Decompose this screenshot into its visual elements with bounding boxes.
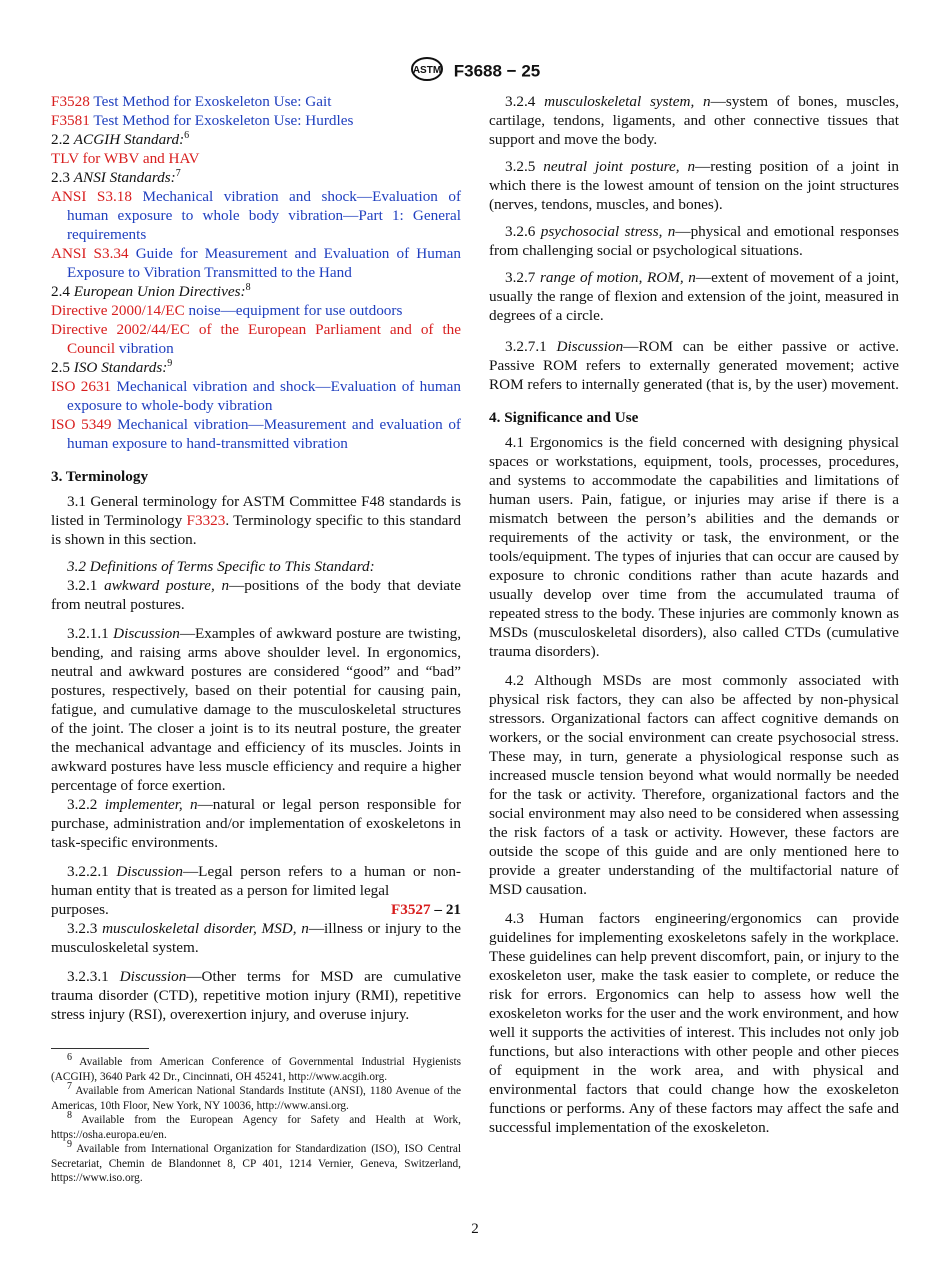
footnote: $^6$ Available from American Conference of Governmental Industrial Hygienists (ACGIH), 3640 Park 42 Dr., Cincinnati, OH 45241, http://www.acgih.org.	[51, 1052, 461, 1083]
section-2-4: 2.4 European Union Directives:$^8$	[51, 281, 251, 300]
section-heading-significance: 4. Significance and Use	[489, 409, 639, 426]
ref-code-link[interactable]: Directive 2000/14/EC	[51, 302, 185, 319]
ref-directive-2002-44	[51, 320, 461, 358]
para-3-2-1-1: 3.2.1.1 Discussion—Examples of awkward posture are twisting, bending, and raising arms above shoulder level. In ergonomics, neutral and awkward postures are considered “good” and “bad” postures, respectively, based on their potential for causing pain, fatigue, and cumulative damage to the musculoskeletal structures of the joint. The closer a joint is to its neutral posture, the greater the mechanical advantage and efficiency of its muscles. Joints in awkward postures have less muscle efficiency and require a higher percentage of force exertion.	[51, 625, 462, 794]
ref-title-link[interactable]: Test Method for Exoskeleton Use: Gait	[93, 93, 332, 110]
section-2-2: 2.2 ACGIH Standard:$^6$	[51, 129, 190, 148]
ref-title-link[interactable]: vibration	[118, 340, 174, 357]
ref-code-link[interactable]: ANSI S3.34	[51, 245, 129, 262]
ref-code-link[interactable]: Directive 2002/44/EC of the European Parliament and of the Council	[51, 321, 461, 357]
footnote: $^9$ Available from International Organization for Standardization (ISO), ISO Central Secretariat, Chemin de Blandonnet 8, CP 401, 1214 Vernier, Geneva, Switzerland, https://www.iso.org.	[51, 1139, 462, 1184]
para-3-2-5: 3.2.5 neutral joint posture, n—resting position of a joint in which there is the lowest amount of tension on the joint structures (nerves, tendons, muscles, and bones).	[489, 158, 900, 213]
page-number: 2	[471, 1221, 479, 1237]
left-column	[51, 92, 461, 1186]
para-3-2-7: 3.2.7 range of motion, ROM, n—extent of movement of a joint, usually the range of flexion and extension of the joint, measured in degrees of a circle.	[489, 269, 899, 324]
section-heading-terminology: 3. Terminology	[51, 468, 149, 485]
ref-iso-5349	[51, 415, 461, 453]
para-3-1: 3.1 General terminology for ASTM Committee F48 standards is listed in Terminology F3323. Terminology specific to this standard is shown in this section.	[51, 493, 461, 548]
para-3-2-2-1-end: purposes. F3527 – 21	[51, 901, 461, 918]
astm-logo-icon	[410, 56, 444, 87]
para-3-2-2: 3.2.2 implementer, n—natural or legal person responsible for purchase, administration and/or implementation of exoskeletons in task-specific environments.	[51, 796, 461, 851]
ref-f3581	[51, 111, 461, 130]
para-4-1: 4.1 Ergonomics is the field concerned with designing physical spaces or workstations, equipment, tools, processes, procedures, and systems to accommodate the capabilities and limitations of human users. Pain, fatigue, or injuries may arise if there is a mismatch between the person’s abilities and the demands or requirements of the activity or task, the environment, or the tools/equipment. The types of injuries that can occur are caused by exposure to chronic conditions rather than acute hazards and usually develop over time from the accumulated trauma of repeated stress to the body. These injuries are commonly known as MSDs (musculoskeletal disorders), also called CTDs (cumulative trauma disorders).	[489, 434, 899, 660]
para-3-2: 3.2 Definitions of Terms Specific to This Standard:	[67, 558, 375, 575]
section-2-5: 2.5 ISO Standards:$^9$	[51, 357, 173, 376]
para-3-2-3: 3.2.3 musculoskeletal disorder, MSD, n—illness or injury to the musculoskeletal system.	[51, 920, 461, 956]
para-4-2: 4.2 Although MSDs are most commonly associated with physical risk factors, they can also be affected by non-physical stressors. Organizational factors can affect cognitive demands on workers, or the social environment can create psychosocial stress. These may, in turn, generate a physiological response such as increased muscle tension beyond what would normally be needed for the task or activity. Therefore, organizational factors and the social environment may also need to be considered when assessing the risk factors of a task or activity. However, these factors are outside the scope of this guide and are only mentioned here to provide a greater understanding of the multifactorial nature of MSD causation.	[489, 672, 899, 898]
ref-code-link[interactable]: ANSI S3.18	[51, 188, 132, 205]
footnote: $^8$ Available from the European Agency for Safety and Health at Work, https://osha.europa.eu/en.	[51, 1110, 461, 1141]
para-3-2-6: 3.2.6 psychosocial stress, n—physical and emotional responses from challenging social or psychological situations.	[489, 223, 899, 259]
ref-code-link[interactable]: F3528	[51, 93, 90, 110]
para-3-2-2-1: 3.2.2.1 Discussion—Legal person refers to a human or non-human entity that is treated as a person for limited legal	[51, 863, 461, 899]
ref-code-link[interactable]: ISO 2631	[51, 378, 112, 395]
ref-ansi-s3-18	[51, 187, 461, 244]
ref-title-link[interactable]: Mechanical vibration—Measurement and evaluation of human exposure to hand-transmitted vibration	[67, 416, 461, 452]
ref-directive-2000-14	[51, 301, 461, 320]
ref-title-link[interactable]: Mechanical vibration and shock—Evaluation of human exposure to whole body vibration—Part 1: General requirements	[67, 188, 462, 243]
ref-title-link[interactable]: Mechanical vibration and shock—Evaluation of human exposure to whole-body vibration	[67, 378, 461, 414]
para-3-2-7-1: 3.2.7.1 Discussion—ROM can be either passive or active. Passive ROM refers to externally generated movement; active ROM refers to internally generated (that is, by the user) movement.	[489, 338, 900, 393]
ref-tlv[interactable]: TLV for WBV and HAV	[51, 150, 200, 167]
para-3-2-3-1: 3.2.3.1 Discussion—Other terms for MSD are cumulative trauma disorder (CTD), repetitive motion injury (RMI), repetitive stress injury (RSI), overexertion injury, and overuse injury.	[51, 968, 462, 1023]
para-4-3: 4.3 Human factors engineering/ergonomics can provide guidelines for implementing exoskeletons safely in the workplace. These guidelines can help prevent discomfort, pain, or injury to the exoskeleton user, make the task easier to complete, or reduce the risk for errors. Ergonomics can help to assess how well the exoskeleton works for the user and the work environment, and how well it supports the activities of interest. This includes not only job functions, but also interactions with other people and other pieces of equipment in the work area, and with physical and environmental factors that could change how the exoskeleton functions or performs. Any of these factors may affect the safe and successful implementation of the exoskeleton.	[489, 910, 899, 1136]
footnote-divider	[51, 1048, 149, 1049]
ref-f3323-link[interactable]: F3323	[186, 512, 226, 529]
ref-code-link[interactable]: ISO 5349	[51, 416, 112, 433]
page-header	[0, 56, 950, 87]
ref-code-link[interactable]: F3581	[51, 112, 90, 129]
source-reference: F3527 – 21	[390, 901, 461, 918]
section-2-3: 2.3 ANSI Standards:$^7$	[51, 167, 181, 186]
para-3-2-1: 3.2.1 awkward posture, n—positions of the body that deviate from neutral postures.	[51, 577, 461, 613]
ref-f3527-link[interactable]: F3527	[390, 901, 431, 918]
ref-iso-2631	[51, 377, 461, 415]
ref-title-link[interactable]: noise—equipment for use outdoors	[188, 302, 403, 319]
para-3-2-4: 3.2.4 musculoskeletal system, n—system of bones, muscles, cartilage, tendons, ligaments, and other connective tissues that support and move the body.	[489, 93, 900, 148]
ref-f3528	[51, 92, 461, 111]
svg-text:ASTM: ASTM	[412, 65, 441, 76]
document-code: F3688 − 25	[453, 61, 541, 81]
ref-title-link[interactable]: Guide for Measurement and Evaluation of Human Exposure to Vibration Transmitted to the Hand	[67, 245, 461, 281]
ref-title-link[interactable]: Test Method for Exoskeleton Use: Hurdles	[93, 112, 354, 129]
right-column	[489, 92, 899, 1137]
footnote: $^7$ Available from American National Standards Institute (ANSI), 1180 Avenue of the Americas, 10th Floor, New York, NY 10036, http://www.ansi.org.	[51, 1081, 461, 1112]
ref-ansi-s3-34	[51, 244, 461, 282]
